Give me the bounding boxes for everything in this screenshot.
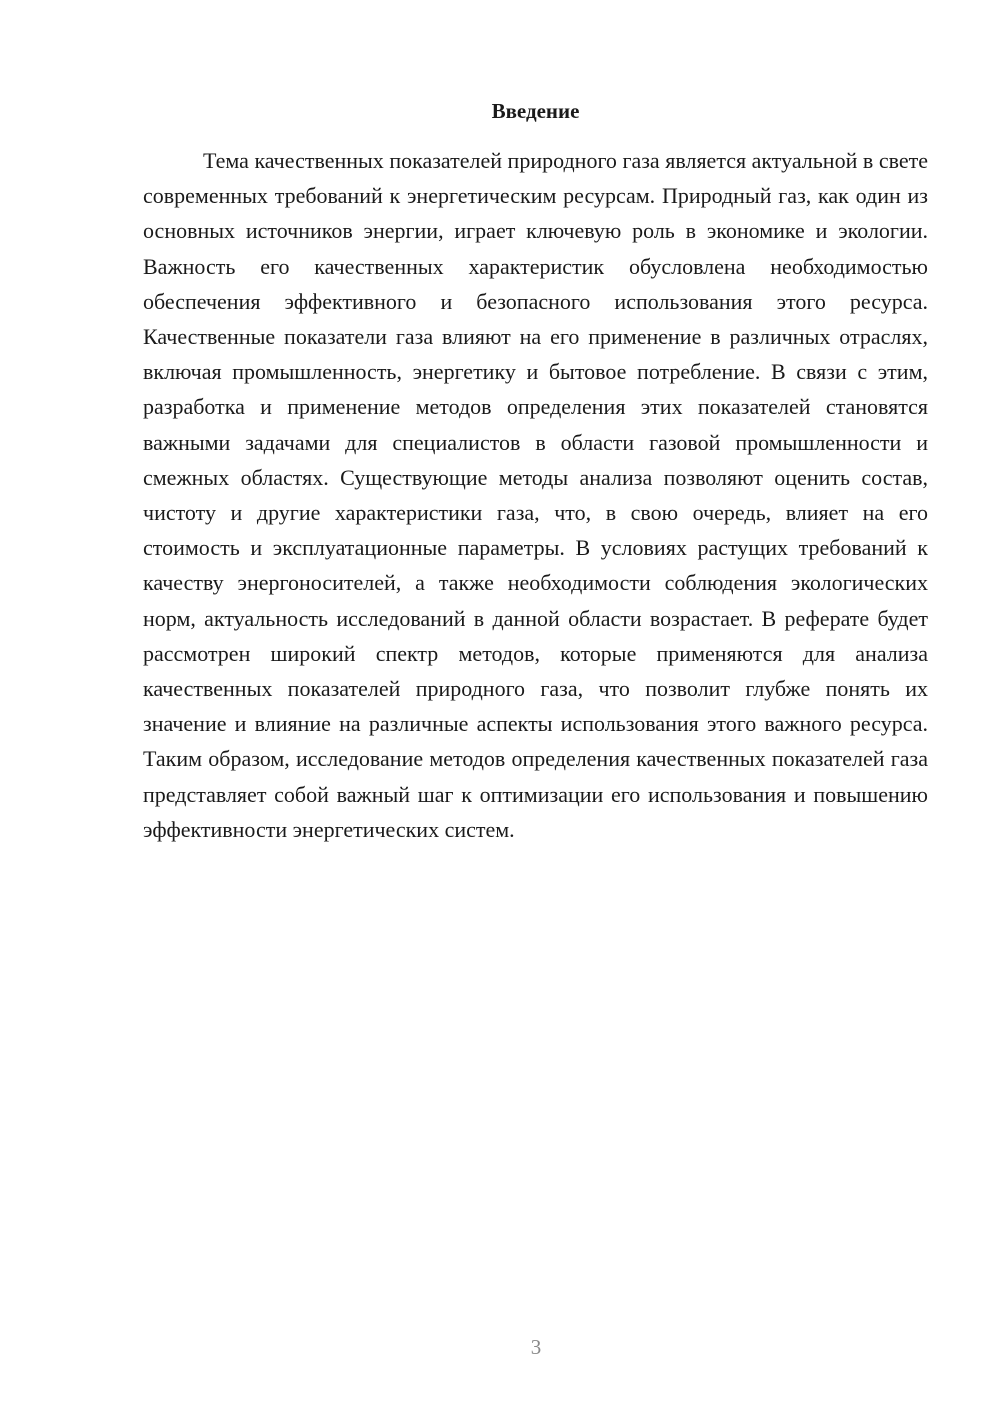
body-paragraph: Тема качественных показателей природного газа является актуальной в свете современных требований к энергетическим ресурсам. Природный газ, как один из основных источников энергии, играет ключевую роль в экономике и экологии. Важность его качественных характеристик обусловлена необходимостью обеспечения эффективного и безопасного использования этого ресурса. Качественные показатели газа влияют на его применение в различных отраслях, включая промышленность, энергетику и бытовое потребление. В связи с этим, разработка и применение методов определения этих показателей становятся важными задачами для специалистов в области газовой промышленности и смежных областях. Существующие методы анализа позволяют оценить состав, чистоту и другие характеристики газа, что, в свою очередь, влияет на его стоимость и эксплуатационные параметры. В условиях растущих требований к качеству энергоносителей, а также необходимости соблюдения экологических норм, актуальность исследований в данной области возрастает. В реферате будет рассмотрен широкий спектр методов, которые применяются для анализа качественных показателей природного газа, что позволит глубже понять их значение и влияние на различные аспекты использования этого важного ресурса. Таким образом, исследование методов определения качественных показателей газа представляет собой важный шаг к оптимизации его использования и повышению эффективности энергетических систем. — [143, 148, 928, 842]
section-title: Введение — [491, 99, 580, 123]
page-number: 3 — [530, 1335, 542, 1359]
